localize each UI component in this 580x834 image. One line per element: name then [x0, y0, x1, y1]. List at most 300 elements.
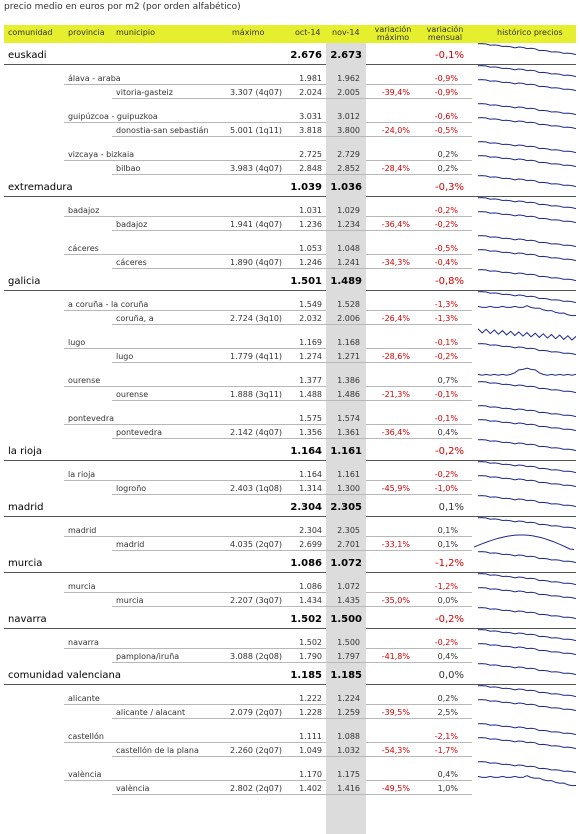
- price-maximo: 1.888 (3q11): [230, 390, 283, 399]
- price-oct: 1.086: [290, 558, 322, 569]
- row-separator: [112, 174, 374, 175]
- historico-sparkline: [478, 606, 576, 620]
- variacion-mensual: -0,2%: [434, 352, 458, 361]
- price-oct: 1.356: [299, 428, 322, 437]
- historico-sparkline: [478, 342, 576, 356]
- comunidad-name: madrid: [8, 502, 44, 513]
- sparkline-trace: [478, 118, 576, 129]
- variacion-mensual: -1,0%: [434, 484, 458, 493]
- price-maximo: 1.941 (4q07): [230, 220, 283, 229]
- row-separator: [64, 424, 326, 425]
- price-nov: 1.185: [330, 670, 362, 681]
- historico-sparkline: [478, 698, 576, 712]
- provincia-name: lugo: [68, 338, 86, 347]
- row-separator: [64, 348, 326, 349]
- row-separator-right: [366, 550, 472, 551]
- price-maximo: 1.779 (4q11): [230, 352, 283, 361]
- row-separator-right: [366, 756, 472, 757]
- col-variacion-mensual-line2: mensual: [427, 33, 463, 42]
- comunidad-name: galicia: [8, 276, 41, 287]
- price-nov: 1.036: [330, 182, 362, 193]
- sparkline-trace: [478, 292, 576, 303]
- sparkline-trace: [478, 496, 576, 507]
- sparkline-trace: [478, 738, 576, 749]
- row-separator: [112, 400, 374, 401]
- price-maximo: 2.142 (4q07): [230, 428, 283, 437]
- sparkline-trace: [478, 382, 576, 393]
- row-separator-right: [366, 268, 472, 269]
- price-oct: 1.402: [299, 784, 322, 793]
- sparkline-trace: [478, 212, 576, 223]
- row-separator: [64, 386, 326, 387]
- sparkline-trace: [478, 462, 576, 473]
- price-oct: 2.024: [299, 88, 322, 97]
- variacion-mensual: -1,7%: [434, 746, 458, 755]
- price-nov: 1.029: [337, 206, 360, 215]
- row-separator-right: [366, 704, 472, 705]
- price-oct: 1.169: [299, 338, 322, 347]
- price-oct: 2.725: [299, 150, 322, 159]
- variacion-maximo: -34,3%: [381, 258, 410, 267]
- row-separator-right: [366, 480, 472, 481]
- sparkline-trace: [478, 329, 576, 340]
- variacion-mensual: -0,2%: [434, 614, 464, 625]
- sparkline-trace: [478, 104, 576, 115]
- sparkline-trace: [478, 476, 576, 487]
- comunidad-separator: [4, 572, 326, 573]
- historico-sparkline: [478, 662, 576, 676]
- historico-sparkline: [478, 234, 576, 248]
- historico-sparkline: [478, 438, 576, 452]
- price-nov: 2.006: [337, 314, 360, 323]
- sparkline-trace: [478, 80, 576, 91]
- price-oct: 1.981: [299, 74, 322, 83]
- historico-sparkline: [478, 628, 576, 642]
- sparkline-trace: [478, 776, 576, 786]
- row-separator: [64, 780, 326, 781]
- variacion-mensual: -2,1%: [434, 732, 458, 741]
- price-nov: 1.161: [330, 446, 362, 457]
- sparkline-trace: [478, 588, 576, 599]
- variacion-maximo: -41,8%: [381, 652, 410, 661]
- municipio-name: alicante / alacant: [116, 708, 186, 717]
- variacion-mensual: 0,2%: [437, 694, 458, 703]
- col-variacion-maximo[interactable]: [368, 26, 418, 42]
- variacion-maximo: -36,4%: [381, 428, 410, 437]
- price-nov: 2.305: [330, 502, 362, 513]
- price-maximo: 2.207 (3q07): [230, 596, 283, 605]
- comunidad-name: euskadi: [8, 50, 47, 61]
- variacion-mensual: -0,1%: [434, 414, 458, 423]
- price-nov: 1.361: [337, 428, 360, 437]
- historico-sparkline: [478, 572, 576, 586]
- row-separator-right: [366, 348, 472, 349]
- price-oct: 2.304: [299, 526, 322, 535]
- sparkline-trace: [478, 270, 576, 281]
- provincia-name: murcia: [68, 582, 96, 591]
- comunidad-separator: [4, 64, 326, 65]
- comunidad-name: extremadura: [8, 182, 73, 193]
- provincia-name: pontevedra: [68, 414, 115, 423]
- row-separator: [64, 648, 326, 649]
- historico-sparkline: [478, 736, 576, 750]
- municipio-name: valència: [116, 784, 150, 793]
- variacion-mensual: -0,1%: [434, 338, 458, 347]
- row-separator-right: [366, 160, 472, 161]
- col-nov[interactable]: nov-14: [332, 28, 360, 37]
- variacion-mensual: 0,0%: [437, 596, 458, 605]
- municipio-name: ourense: [116, 390, 149, 399]
- table-header: [4, 25, 576, 43]
- sparkline-trace: [478, 440, 576, 451]
- price-nov: 1.574: [337, 414, 360, 423]
- row-separator: [64, 216, 326, 217]
- row-separator: [112, 550, 374, 551]
- price-oct: 1.377: [299, 376, 322, 385]
- sparkline-trace: [478, 250, 576, 261]
- variacion-mensual: -0,5%: [434, 244, 458, 253]
- price-oct: 1.434: [299, 596, 322, 605]
- price-nov: 1.386: [337, 376, 360, 385]
- price-maximo: 2.079 (2q07): [230, 708, 283, 717]
- historico-sparkline: [478, 404, 576, 418]
- historico-sparkline: [478, 684, 576, 698]
- col-oct[interactable]: oct-14: [295, 28, 321, 37]
- variacion-mensual: -1,3%: [434, 300, 458, 309]
- sparkline-trace: [478, 518, 576, 529]
- price-nov: 1.088: [337, 732, 360, 741]
- row-separator-right: [366, 98, 472, 99]
- historico-sparkline: [478, 366, 576, 380]
- historico-sparkline: [478, 78, 576, 92]
- row-separator: [64, 84, 326, 85]
- variacion-maximo: -28,4%: [381, 164, 410, 173]
- variacion-maximo: -36,4%: [381, 220, 410, 229]
- price-maximo: 3.307 (4q07): [230, 88, 283, 97]
- historico-sparkline: [478, 418, 576, 432]
- row-separator-right: [366, 648, 472, 649]
- price-oct: 1.164: [290, 446, 322, 457]
- variacion-mensual: -0,2%: [434, 220, 458, 229]
- variacion-mensual: -0,9%: [434, 74, 458, 83]
- row-separator: [112, 136, 374, 137]
- municipio-name: logroño: [116, 484, 147, 493]
- variacion-maximo: -28,6%: [381, 352, 410, 361]
- historico-sparkline: [478, 550, 576, 564]
- variacion-maximo: -39,4%: [381, 88, 410, 97]
- price-nov: 1.489: [330, 276, 362, 287]
- row-separator: [112, 794, 374, 795]
- variacion-mensual: -1,2%: [434, 558, 464, 569]
- price-table: [4, 0, 576, 834]
- price-nov: 1.500: [330, 614, 362, 625]
- price-nov: 1.234: [337, 220, 360, 229]
- sparkline-trace: [478, 762, 576, 773]
- row-separator: [112, 756, 374, 757]
- municipio-name: murcia: [116, 596, 144, 605]
- row-separator-right: [366, 230, 472, 231]
- row-separator: [64, 310, 326, 311]
- variacion-mensual: -0,1%: [434, 50, 464, 61]
- sparkline-trace: [478, 608, 576, 619]
- row-separator: [64, 160, 326, 161]
- provincia-name: álava - araba: [68, 74, 121, 83]
- price-nov: 1.528: [337, 300, 360, 309]
- price-oct: 2.304: [290, 502, 322, 513]
- price-oct: 1.549: [299, 300, 322, 309]
- provincia-name: badajoz: [68, 206, 100, 215]
- comunidad-name: navarra: [8, 614, 47, 625]
- col-provincia[interactable]: provincia: [68, 28, 105, 37]
- row-separator: [64, 254, 326, 255]
- price-maximo: 1.890 (4q07): [230, 258, 283, 267]
- row-separator: [64, 122, 326, 123]
- variacion-mensual: 2,5%: [437, 708, 458, 717]
- variacion-mensual: 0,2%: [437, 150, 458, 159]
- price-oct: 1.086: [299, 582, 322, 591]
- variacion-mensual: -1,3%: [434, 314, 458, 323]
- row-separator-right: [366, 136, 472, 137]
- col-municipio[interactable]: municipio: [116, 28, 155, 37]
- price-nov: 1.962: [337, 74, 360, 83]
- sparkline-trace: [478, 686, 576, 697]
- historico-sparkline: [478, 42, 576, 56]
- variacion-mensual: 0,1%: [437, 526, 458, 535]
- price-nov: 1.300: [337, 484, 360, 493]
- row-separator: [112, 494, 374, 495]
- comunidad-name: comunidad valenciana: [8, 670, 121, 681]
- page-caption: precio medio en euros por m2 (por orden alfabético): [4, 2, 241, 12]
- price-nov: 1.224: [337, 694, 360, 703]
- row-separator: [112, 230, 374, 231]
- price-maximo: 4.035 (2q07): [230, 540, 283, 549]
- provincia-name: a coruña - la coruña: [68, 300, 149, 309]
- price-oct: 2.032: [299, 314, 322, 323]
- historico-sparkline: [478, 116, 576, 130]
- price-nov: 1.259: [337, 708, 360, 717]
- provincia-name: valència: [68, 770, 102, 779]
- row-separator-right: [366, 718, 472, 719]
- historico-sparkline: [478, 304, 576, 318]
- row-separator-right: [366, 84, 472, 85]
- price-maximo: 2.724 (3q10): [230, 314, 283, 323]
- historico-sparkline: [478, 328, 576, 342]
- provincia-name: alicante: [68, 694, 100, 703]
- variacion-mensual: -0,2%: [434, 470, 458, 479]
- row-separator: [112, 606, 374, 607]
- variacion-mensual: -0,2%: [434, 638, 458, 647]
- row-separator-right: [366, 216, 472, 217]
- historico-sparkline: [478, 140, 576, 154]
- variacion-mensual: 1,0%: [437, 784, 458, 793]
- variacion-maximo: -24,0%: [381, 126, 410, 135]
- price-nov: 1.500: [337, 638, 360, 647]
- row-separator-right: [366, 310, 472, 311]
- col-maximo[interactable]: máximo: [232, 28, 265, 37]
- price-nov: 1.168: [337, 338, 360, 347]
- comunidad-separator: [4, 196, 326, 197]
- row-separator-right: [366, 362, 472, 363]
- variacion-mensual: 0,7%: [437, 376, 458, 385]
- row-separator: [64, 536, 326, 537]
- price-oct: 2.848: [299, 164, 322, 173]
- variacion-mensual: 0,4%: [437, 652, 458, 661]
- price-oct: 1.164: [299, 470, 322, 479]
- col-variacion-mensual[interactable]: [420, 26, 470, 42]
- comunidad-separator: [4, 460, 326, 461]
- variacion-maximo: -21,3%: [381, 390, 410, 399]
- row-separator: [64, 592, 326, 593]
- price-oct: 2.676: [290, 50, 322, 61]
- provincia-name: vizcaya - bizkaia: [68, 150, 135, 159]
- row-separator-right: [366, 662, 472, 663]
- price-oct: 1.502: [299, 638, 322, 647]
- sparkline-trace: [478, 406, 576, 417]
- variacion-mensual: -0,3%: [434, 182, 464, 193]
- variacion-mensual: -0,5%: [434, 126, 458, 135]
- row-separator-right: [366, 794, 472, 795]
- historico-sparkline: [478, 380, 576, 394]
- price-oct: 1.236: [299, 220, 322, 229]
- comunidad-separator: [4, 290, 326, 291]
- price-nov: 3.012: [337, 112, 360, 121]
- municipio-name: coruña, a: [116, 314, 154, 323]
- variacion-mensual: -0,1%: [434, 390, 458, 399]
- variacion-mensual: -0,4%: [434, 258, 458, 267]
- row-separator: [112, 324, 374, 325]
- municipio-name: pontevedra: [116, 428, 163, 437]
- price-oct: 1.228: [299, 708, 322, 717]
- price-oct: 1.246: [299, 258, 322, 267]
- sparkline-trace: [474, 535, 574, 550]
- row-separator-right: [366, 424, 472, 425]
- historico-sparkline: [478, 774, 576, 788]
- price-nov: 1.271: [337, 352, 360, 361]
- price-nov: 1.241: [337, 258, 360, 267]
- historico-sparkline: [478, 494, 576, 508]
- sparkline-trace: [478, 66, 576, 77]
- price-nov: 1.797: [337, 652, 360, 661]
- sparkline-trace: [478, 142, 576, 153]
- historico-sparkline: [478, 154, 576, 168]
- variacion-mensual: -0,8%: [434, 276, 464, 287]
- provincia-name: la rioja: [68, 470, 96, 479]
- price-nov: 1.161: [337, 470, 360, 479]
- variacion-mensual: -0,6%: [434, 112, 458, 121]
- price-oct: 1.222: [299, 694, 322, 703]
- variacion-maximo: -54,3%: [381, 746, 410, 755]
- municipio-name: lugo: [116, 352, 134, 361]
- row-separator-right: [366, 494, 472, 495]
- row-separator-right: [366, 386, 472, 387]
- col-variacion-mensual-line1: variación: [426, 25, 464, 34]
- variacion-mensual: -0,9%: [434, 88, 458, 97]
- price-oct: 3.031: [299, 112, 322, 121]
- historico-sparkline: [478, 586, 576, 600]
- price-oct: 1.111: [299, 732, 322, 741]
- price-oct: 1.488: [299, 390, 322, 399]
- col-comunidad[interactable]: comunidad: [8, 28, 53, 37]
- municipio-name: madrid: [116, 540, 145, 549]
- municipio-name: vitoria-gasteiz: [116, 88, 173, 97]
- price-nov: 2.673: [330, 50, 362, 61]
- price-nov: 1.048: [337, 244, 360, 253]
- price-oct: 1.790: [299, 652, 322, 661]
- sparkline-trace: [478, 368, 576, 375]
- historico-sparkline: [478, 196, 576, 210]
- price-nov: 2.701: [337, 540, 360, 549]
- historico-sparkline: [478, 760, 576, 774]
- row-separator: [64, 742, 326, 743]
- col-historico[interactable]: histórico precios: [497, 28, 563, 37]
- municipio-name: cáceres: [116, 258, 147, 267]
- price-nov: 2.852: [337, 164, 360, 173]
- row-separator: [112, 98, 374, 99]
- price-oct: 1.575: [299, 414, 322, 423]
- municipio-name: castellón de la plana: [116, 746, 199, 755]
- historico-sparkline: [478, 102, 576, 116]
- variacion-mensual: -0,2%: [434, 446, 464, 457]
- sparkline-trace: [478, 630, 576, 641]
- sparkline-trace: [478, 644, 576, 655]
- historico-sparkline: [478, 248, 576, 262]
- row-separator-right: [366, 742, 472, 743]
- price-oct: 1.502: [290, 614, 322, 625]
- sparkline-trace: [478, 724, 576, 735]
- price-nov: 1.486: [337, 390, 360, 399]
- variacion-maximo: -26,4%: [381, 314, 410, 323]
- sparkline-trace: [478, 198, 576, 209]
- historico-sparkline: [478, 64, 576, 78]
- provincia-name: castellón: [68, 732, 104, 741]
- comunidad-name: murcia: [8, 558, 43, 569]
- col-variacion-maximo-line1: variación: [374, 25, 412, 34]
- row-separator-right: [366, 254, 472, 255]
- row-separator-right: [366, 324, 472, 325]
- historico-sparkline: [478, 516, 576, 530]
- price-maximo: 2.802 (2q07): [230, 784, 283, 793]
- row-separator: [112, 268, 374, 269]
- price-nov: 1.175: [337, 770, 360, 779]
- row-separator: [112, 362, 374, 363]
- comunidad-separator: [4, 516, 326, 517]
- comunidad-separator: [4, 684, 326, 685]
- col-variacion-maximo-line2: máximo: [376, 33, 410, 42]
- municipio-name: donostia-san sebastián: [116, 126, 209, 135]
- price-maximo: 3.983 (4q07): [230, 164, 283, 173]
- row-separator-right: [366, 536, 472, 537]
- sparkline-trace: [478, 574, 576, 585]
- price-oct: 1.031: [299, 206, 322, 215]
- sparkline-trace: [478, 344, 576, 355]
- sparkline-trace: [478, 420, 576, 431]
- price-maximo: 5.001 (1q11): [230, 126, 283, 135]
- municipio-name: bilbao: [116, 164, 141, 173]
- provincia-name: ourense: [68, 376, 101, 385]
- provincia-name: guipúzcoa - guipuzkoa: [68, 112, 158, 121]
- price-nov: 2.005: [337, 88, 360, 97]
- sparkline-trace: [478, 44, 576, 55]
- comunidad-name: la rioja: [8, 446, 42, 457]
- provincia-name: madrid: [68, 526, 97, 535]
- variacion-mensual: 0,4%: [437, 428, 458, 437]
- price-nov: 3.800: [337, 126, 360, 135]
- price-oct: 1.501: [290, 276, 322, 287]
- municipio-name: pamplona/iruña: [116, 652, 180, 661]
- row-separator: [112, 662, 374, 663]
- price-oct: 1.049: [299, 746, 322, 755]
- price-nov: 1.435: [337, 596, 360, 605]
